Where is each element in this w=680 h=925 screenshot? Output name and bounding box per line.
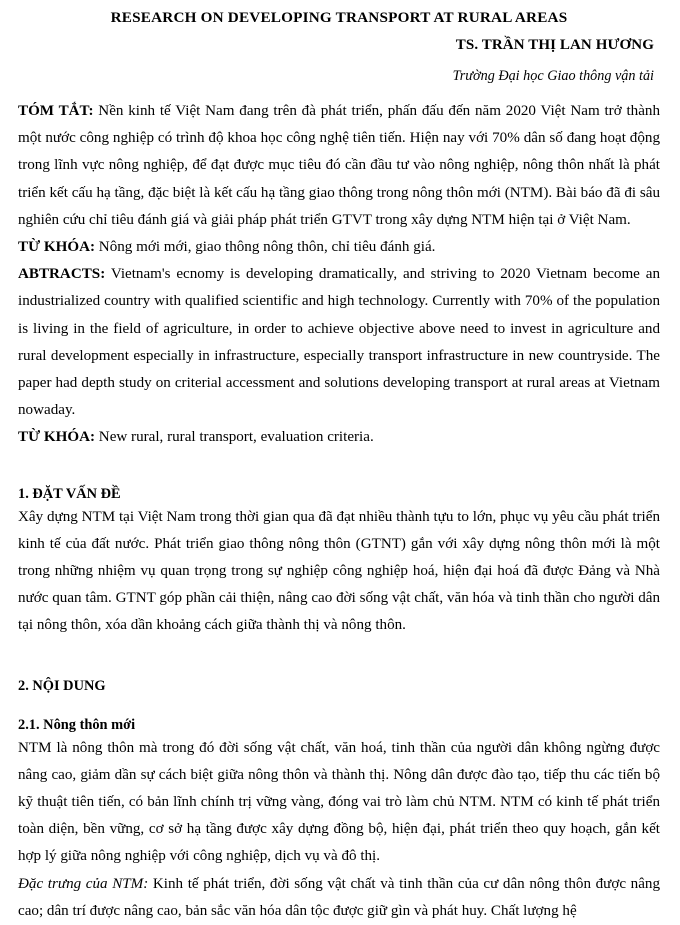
section-2-1-heading: 2.1. Nông thôn mới [18,716,136,733]
section-1 [18,484,660,640]
abstract-english-text: Vietnam's ecnomy is developing dramatically, and striving to 2020 Vietnam become an industrialized country with qualified scientific and high technology. Currently with 70% of the population is living in the field of agriculture, in order to achieve objective above need to invest in agriculture and rural development especially in infrastructure, especially transport infrastructure in new countryside. The paper had depth study on criterial accessment and solutions developing transport at rural areas at Vietnam nowaday. [18,266,660,419]
abstract-vietnamese [18,98,660,234]
paper-affiliation: Trường Đại học Giao thông vận tải [452,68,654,84]
keywords-english [18,424,660,451]
keywords-vietnamese-text: Nông mới mới, giao thông nông thôn, chỉ tiêu đánh giá. [95,239,436,256]
abstract-vietnamese-text: Nền kinh tế Việt Nam đang trên đà phát triển, phấn đấu đến năm 2020 Việt Nam trở thành một nước công nghiệp có trình độ khoa học công nghệ tiên tiến. Hiện nay với 70% dân số đang hoạt động trong lĩnh vực nông nghiệp, để đạt được mục tiêu đó cần đầu tư vào nông nghiệp, nông thôn nhất là phát triển kết cấu hạ tầng, đặc biệt là kết cấu hạ tầng giao thông trong nông thôn mới (NTM). Bài báo đã đi sâu nghiên cứu chỉ tiêu đánh giá và giải pháp phát triển GTVT trong xây dựng NTM hiện tại ở Việt Nam. [18,103,660,228]
abstract-vietnamese-label: TÓM TẮT: [18,103,94,119]
section-2-1 [18,715,660,925]
feature-text: Kinh tế phát triển, đời sống vật chất và tinh thần của cư dân nông thôn được nâng cao; dân trí được nâng cao, bản sắc văn hóa dân tộc được giữ gìn và phát huy. Chất lượng hệ [18,875,660,919]
keywords-english-text: New rural, rural transport, evaluation criteria. [95,429,374,446]
abstract-english [18,261,660,424]
section-2-1-feature-paragraph [18,871,660,925]
keywords-vietnamese-label: TỪ KHÓA: [18,239,96,256]
section-2-1-paragraph: NTM là nông thôn mà trong đó đời sống vật chất, văn hoá, tinh thần của người dân không ngừng được nâng cao, giảm dần sự cách biệt giữa nông thôn và thành thị. Nông dân được đào tạo, tiếp thu các tiến bộ kỹ thuật tiên tiến, có bản lĩnh chính trị vững vàng, đóng vai trò làm chủ NTM. NTM có kinh tế phát triển toàn diện, bền vững, cơ sở hạ tầng được xây dựng đồng bộ, hiện đại, phát triển theo quy hoạch, gắn kết hợp lý giữa nông nghiệp với công nghiệp, dịch vụ và đô thị. [18,739,660,865]
abstract-vietnamese-block [18,98,660,234]
feature-label: Đặc trưng của NTM: [18,875,149,892]
abstract-english-label: ABTRACTS: [18,266,106,283]
paper-title: RESEARCH ON DEVELOPING TRANSPORT AT RURAL AREAS [110,9,568,26]
section-1-heading: 1. ĐẶT VẤN ĐỀ [18,485,121,502]
paper-author: TS. TRẦN THỊ LAN HƯƠNG [455,37,654,53]
section-2 [18,676,660,696]
section-2-heading: 2. NỘI DUNG [18,677,106,694]
keywords-vietnamese [18,234,660,261]
keywords-english-label: TỪ KHÓA: [18,429,96,446]
section-1-paragraph: Xây dựng NTM tại Việt Nam trong thời gian qua đã đạt nhiều thành tựu to lớn, phục vụ yêu cầu phát triển kinh tế của đất nước. Phát triển giao thông nông thôn (GTNT) gắn với xây dựng nông thôn mới là một trong những nhiệm vụ quan trọng trong sự nghiệp công nghiệp hoá, hiện đại hoá đã được Đảng và Nhà nước quan tâm. GTNT góp phần cải thiện, nâng cao đời sống vật chất, văn hóa và tinh thần cho người dân tại nông thôn, xóa dần khoảng cách giữa thành thị và nông thôn. [18,508,660,634]
